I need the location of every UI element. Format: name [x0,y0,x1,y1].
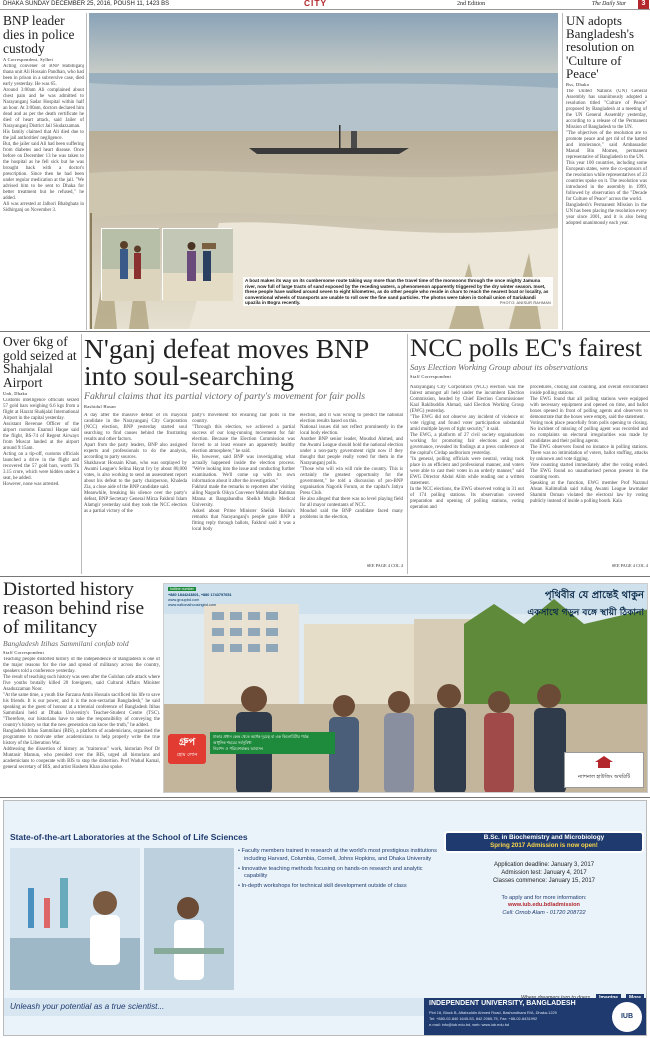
story-ncc [410,335,648,379]
iub-bullet: • Faculty members trained in research at the world's most prestigious institutions including Harvard, Columbia, Cornell, Johns Hopkins, and Dhaka University [238,848,437,862]
nganj-jump: SEE PAGE 4 COL 4 [366,563,403,568]
lab-photo-2 [144,848,234,990]
house-icon [594,755,614,769]
ad-bullet: আধুনিক শহরের সর্বসুবিধা [213,740,252,745]
iub-name: INDEPENDENT UNIVERSITY, BANGLADESH [429,1000,576,1007]
iub-apply-link[interactable]: www.iub.edu.bd/admission [508,902,580,909]
iub-bullet-text: Innovative teaching methods focusing on hands-on research and analytic capability [241,865,423,880]
story-nganj [84,335,404,409]
iub-contact [444,895,644,917]
nganj-col-3: election, and it was wrong to predict the national election results based on this. National issues did not reflect prominently in the local body election. Another BNP senior leader, Moudud Ahmed, and the Awami League should hold the national election under a non-party government right now if they thought that people really voted for them in the Narayanganj polls. "Those who will win will rule the country. This is certainly the greatest opportunity for the government," he told a discussion of pro-BNP organisation Nagorik Forum, at the capital's Jatiya Press Club. He also alleged that there was no level playing field for all mayor contestants of NCC. Moudud said the BNP candidate faced many problems in the election, [300,413,403,520]
main-photo [89,13,558,329]
article-body: The United Nations (UN) General Assembly has unanimously adopted a resolution titled "Culture of Peace" proposed by Bangladesh at a meeting of the UN General Assembly yesterday, according to a release of the Permanent Mission of Bangladesh to the UN. "The objectives of the resolution are to promote peace and get rid of the hatred and intolerance," said Ambassador Masud Bin Momen, permanent representative of Bangladesh to the UN. This year 100 countries, including some European states, were the co-sponsors of the resolution while representatives of 23 countries spoke on it. The resolution was introduced in the assembly in 1999, followed by observation of the "Decade for Culture of Peace" across the world. Bangladesh's Permanent Mission in the UN has been placing the resolution every year since 2001, and it is also being adopted unanimously each year. [566,89,647,227]
ad-heading-line1: পৃথিবীর যে প্রান্তেই থাকুন [544,590,644,601]
inset-photo-2 [162,228,232,300]
ad-site-1[interactable]: www.groupbd.com [168,598,200,602]
ad-site-2[interactable]: www.nationalhousingbd.com [168,603,217,607]
iub-bullet-text: In-depth workshops for technical skill development outside of class [241,883,407,890]
iub-program-banner [444,831,644,853]
iub-test-date: Admission test: January 4, 2017 [501,870,587,876]
iub-address: Plot 16, Block B, Aftabuddin Ahmed Road, Bashundhara R/A, Dhaka-1229 [429,1010,557,1015]
iub-footer [424,998,647,1036]
brand-name: গ্রুপ [178,737,196,748]
iub-tagline-strip [4,998,424,1016]
iub-left-heading: State-of-the-art Laboratories at the School of Life Sciences [10,832,248,842]
iub-tagline: Unleash your potential as a true scientist... [10,1002,165,1011]
ad-bullet: নিরাপদ ও পরিবেশবান্ধব আবাসন [213,746,263,751]
ad-bengali-heading [419,588,644,620]
page-number: 3 [638,0,649,9]
lab-photo-illustration [10,848,140,990]
iub-classes-date: Classes commence: January 15, 2017 [492,878,596,884]
iub-deadline: Application deadline: January 3, 2017 [493,862,595,868]
ncc-jump: SEE PAGE 4 COL 4 [611,563,648,568]
dateline: DHAKA SUNDAY DECEMBER 25, 2016, POUSH 11, 1423 BS [3,1,170,7]
headline: BNP leader dies in police custody [3,13,75,56]
photo-caption: A boat makes its way on its cumbersome route taking way more than the travel time of the monsoons through the once mighty Jamuna river, now full of large tracts of sand exposed by the receding waters, a phenomenon apparently triggered by the dry winter season. Inset, these people have walked around seven to eight kilometres, as do other people who reside in chars to reach the nearest boat or locality, as conventional wheels of transports are unable to roll over the fine sand particles. The photos were taken in Gohail union of Sariakandi upazila in Bogra recently. [245,278,549,306]
iub-bullet-text: Faculty members trained in research at the world's most prestigious institutions including Harvard, Columbia, Cornell, Johns Hopkins, and Dhaka University [241,848,437,862]
ncc-col-2: procedures, closing and counting, and overall environment inside polling stations. The EWG found that all polling stations were equipped with necessary equipment and opened on time, and ballot boxes opened in front of polling agents and observers to demonstrate that the boxes were empty, said the statement. Voting took place peacefully from polls opening to closing. No incident of missing of polling agent was recorded and no complaints on electoral irregularities was made by candidates and their polling agents. The EWG observers found no instance in polling stations. There was no intimidation of voters, ballot stuffing, attacks by unknown and vote rigging. Vote counting started immediately after the voting ended. The EWG found no unauthorised person present in the counting room. Speaking at the function, EWG member Prof Nazmul Ahsan Kalimullah said ruling Awami League lawmaker Shamim Osman violated the electoral law by voting publicly instead of inside a polling booth. Kala [530,385,648,504]
iub-email[interactable]: e-mail: info@iub.edu.bd, web: www.iub.edu.bd [429,1022,510,1027]
byline: Staff Correspondent [3,650,45,655]
ncc-col-1: Narayanganj City Corporation (NCC) election was the fairest amongst all held under the incumbent Election Commission, headed by Chief Election Commissioner Kazi Rakibuddin Ahmad, said Election Working Group (EWG) yesterday. "The EWG did not observe any incident of violence or vote rigging and found voter participation substantial amid multiple layers of tight security," it said. The EWG, a platform of 27 civil society organisations working for promoting fair elections and good governance, revealed its findings at a press conference at the capital's Cirdap auditorium yesterday. "In general, polling officials were neutral, voting took place in an efficient and professional manner, and voters were able to cast their votes in an orderly manner," said EWG Director Abdul Alim while reading out a written statement. In the NCC elections, the EWG observed voting in 31 out of 174 polling stations. Its observation covered preparation and opening of polling stations, voting operation and [410,385,524,510]
nganj-col-2: party's movement for ensuring fair polls in the country. "Through this election, we achieved a partial success of our long-running movement for fair election. Because the Election Commission was forced to at least ensure an apparently healthy election atmosphere," he said. He, however, said BNP was investigating what actually happened inside the election process. "We're looking into the issue and conducting further examination. We'll come up with its own information about it after the investigation." Fakhrul made the remarks to reporters after visiting ailing Nagorik Oikya Convener Mahmudur Rahman Manna at Bangabandhu Sheikh Mujib Medical University. Asked about Prime Minister Sheikh Hasina's remarks that Narayanganj's people gave BNP a fitting reply through ballots, Fakhrul said it was a local body [192,413,295,532]
article-body: Customs intelligence officials seized 57 gold bars weighing 6.6 kgs from a flight at Hazrat Shahjalal International Airport in the capital yesterday. Assistant Revenue Officer of the airport customs Enamul Haque said the flight, BS-74 of Regent Airways from Muscat landed at the airport around 9:15am. Acting on a tip-off, customs officials launched a drive in the flight and recovered the 57 gold bars, worth Tk 3.15 crore, which were hidden under a seat, he added. However, none was arrested. [3,398,79,488]
iub-apply-label: To apply and for more information: [501,895,587,901]
brand-sub: হোম লোন [176,752,198,758]
photo-caption-box [243,277,553,306]
iub-cell: Cell: Ornob Alam - 01720 208722 [502,909,586,916]
byline: Bss, Dhaka [566,82,589,88]
headline: UN adopts Bangladesh's resolution on 'Culture of Peace' [566,13,635,81]
ad-brand-logo [168,734,206,764]
deck: Fakhrul claims that its partial victory of party's movement for fair polls [84,391,366,402]
section-name: CITY [304,0,328,8]
masthead [0,0,650,10]
byline: Unb, Dhaka [3,391,28,397]
paper-name: The Daily Star [592,1,627,7]
iub-phone: Tel: +880-02-840 1645-53, 842 2065-75, Fax: +88-02-8431992 [429,1016,538,1021]
byline: A Correspondent, Sylhet [3,57,54,63]
developer-name: ন্যাশনাল হাউজিং অথরিটি [577,774,631,780]
iub-logo [612,1002,642,1032]
article-body: Acting convener of BNP Habibiganj thana unit Ali Hossain Pandhan, who had been in prison in a subversive case, died early yesterday. He was 65. Around 3:00am Ali complained about chest pain and he was admitted to Narayanganj Sadar Hospital within half an hour. At 3:00am, doctors declared him dead and as per the death certificate he died of heart attack, said Jailer of Narayanganj District Jail Siudazzaman. His family claimed that Ali died due to the jail authorities' negligence. But, the jailer said Ali had been suffering from diabetes and heart disease. Once before on December 13 he was taken to the hospital as he fell sick but he was brought back with a doctor's prescription. Since then he had been under regular medication at the jail. "We advised him to be sent to Dhaka for better treatment but he refused," he added. Ali was arrested at Jalhori Bhabghata in Sidhirganj on November 3. [3,64,84,214]
headline: NCC polls EC's fairest [410,333,642,362]
lab-photo [10,848,140,990]
nganj-col-1: A day after the massive defeat of its mayoral candidate in the Narayanganj City Corporation (NCC) election, BNP yesterday started soul searching to find causes behind the frustrating results and other factors. Apart from the party leaders, BNP also assigned experts and professionals to do the analysis, according to party sources. Shakhawat Hossain Khan, who was outplayed by Awami League's Selina Hayat Ivy by about 80,000 votes, is also working to send an assessment report about his defeat to the party chairperson, Khaleda Zia, a close aide of the BNP candidate said. Meanwhile, breaking his silence over the party's defeat, BNP Secretary General Mirza Fakhrul Islam Alamgir yesterday said they took the NCC election as a partial victory of the [84,413,187,514]
iub-bullet: • Innovative teaching methods focusing on hands-on research and analytic capability [238,865,423,880]
byline: Rashidul Hasan [84,404,116,409]
ad-iub[interactable] [3,800,647,1036]
ad-heading-line2: একসাথে গড়ুন বঙ্গে স্থায়ী ঠিকানা [527,608,644,618]
iub-bullets [238,848,438,891]
inset-photo-1 [101,228,159,300]
iub-bullet: • In-depth workshops for technical skill development outside of class [238,883,407,890]
iub-admission: Spring 2017 Admission is now open! [490,842,598,849]
iub-dates [444,861,644,885]
story-bnp-leader [3,14,84,329]
edition: 2nd Edition [457,1,486,7]
iub-logo-text: IUB [620,1013,634,1020]
ad-bullet: ঢাকার প্রধান কেন্দ্র থেকে অর্ধেক দূরত্বে বা এক কিলোমিটার পর্যন্ত [213,734,309,739]
deck: Bangladesh Itihas Sammilani confab told [3,639,129,648]
deck: Says Election Working Group about its observations [410,362,588,372]
ad-bullets [210,732,335,754]
ad-group-housing[interactable] [163,583,648,793]
photo-credit: PHOTO: ANISUR RAHMAN [499,300,551,305]
hotline-numbers[interactable]: +880 1844243801, +880 1743797651 [168,593,232,597]
headline: N'ganj defeat moves BNP into soul-searching [84,333,369,391]
hotline-label: hotline number [170,587,194,591]
headline: Distorted history reason behind rise of militancy [3,579,145,638]
article-body: Teaching people distorted history of the independence of Bangladesh is one of the major reasons for the rise and spread of militancy across the country, speakers told a conference yesterday. The result of teaching such history was seen after the Gulshan cafe attack where five youths brutally killed 20 foreigners, said Cultural Affairs Minister Asaduzzaman Noor. "At the same time, a youth like Farzana Amin Hossain sacrificed his life to save his friends. It is our power, and it is the non-sectarian Bangladesh," he said speaking as the guest of honour at a triennial conference of Bangladesh Itihas Sammilani held at Dhaka University's Teacher-Student Centre (TSC). "Therefore, our historians have to take the responsibility of conveying the country's history so that the new generation can know the truth," he added. Bangladesh Itihas Sammilani (BIS), a platform of academicians, organised the programme to motivate other academicians to help properly write the true history of the Liberation War. Addressing the dissertion of history as "traitorous" work, historian Prof Dr Muntasir Mamun, who presided over the BIS, urged all historians and academicians to cooperate with BIS to stop the distortion. Prof Wadud Kamal, general secretary of BIS, and artist Hashem Khan also spoke. [3,657,160,770]
iub-program: B.Sc. in Biochemistry and Microbiology [483,834,605,841]
byline: Staff Correspondent [410,374,452,379]
story-un [566,14,647,337]
developer-logo-box [564,752,644,788]
story-gold [3,335,79,568]
headline: Over 6kg of gold seized at Shahjalal Airport [3,334,77,390]
